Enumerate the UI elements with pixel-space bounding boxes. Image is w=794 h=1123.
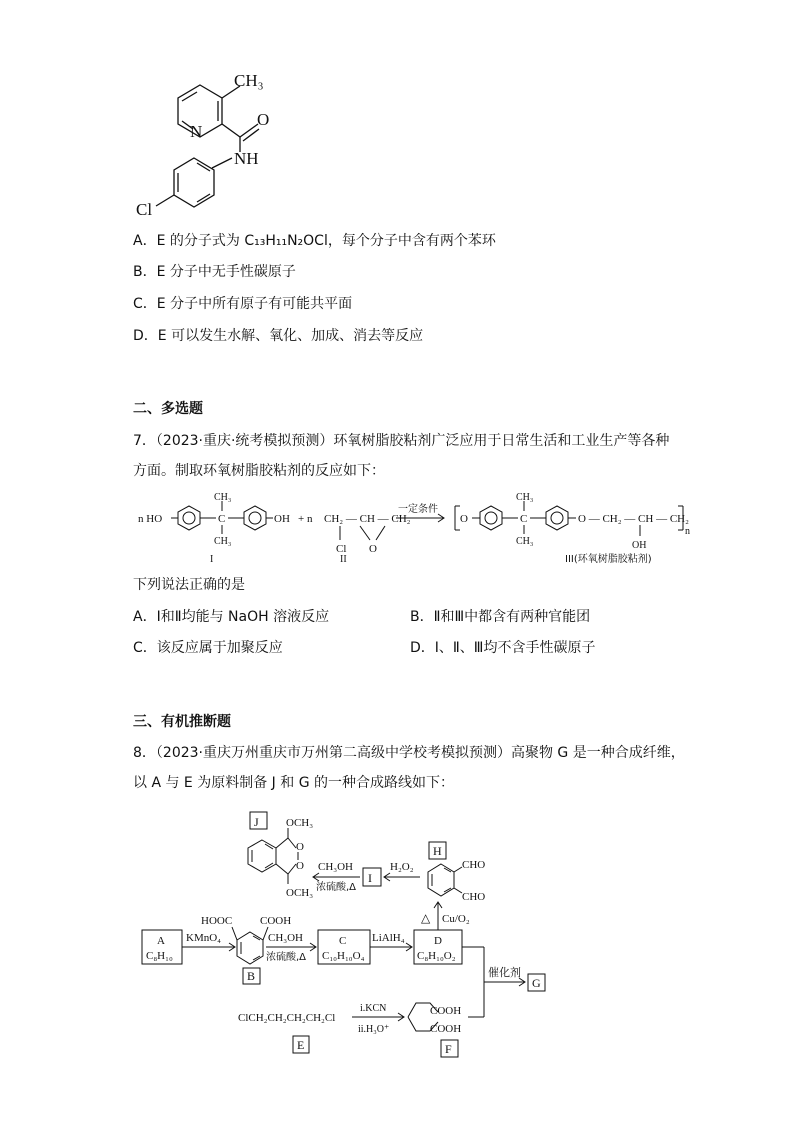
q7-label-ii: II bbox=[340, 554, 347, 565]
b-hooc: HOOC bbox=[201, 915, 233, 927]
section-2-heading: 二、多选题 bbox=[133, 401, 203, 417]
d-formula: C₈H₁₀O₂ bbox=[417, 950, 456, 962]
q8-stem-line-2: 以 A 与 E 为原料制备 J 和 G 的一种合成路线如下： bbox=[133, 775, 455, 791]
q6-option-a: A．E 的分子式为 C₁₃H₁₁N₂OCl，每个分子中含有两个苯环 bbox=[133, 233, 496, 249]
ch3oh-reagent-1: CH₃OH bbox=[318, 861, 354, 873]
label-i: I bbox=[368, 871, 372, 885]
carbonyl-o-label: O bbox=[257, 110, 270, 129]
e-formula: ClCH₂CH₂CH₂CH₂Cl bbox=[238, 1012, 336, 1024]
q6-option-c: C．E 分子中所有原子有可能共平面 bbox=[133, 296, 353, 312]
q7-subscript-n: n bbox=[685, 526, 690, 537]
q8-stem-line-1: 8．（2023·重庆万州重庆市万州第二高级中学校考模拟预测）高聚物 G 是一种合成纤维， bbox=[133, 745, 685, 761]
h2o2-reagent: H₂O₂ bbox=[390, 861, 414, 873]
q6-option-b: B．E 分子中无手性碳原子 bbox=[133, 264, 296, 280]
q7-stem-line-2: 方面。制取环氧树脂胶粘剂的反应如下： bbox=[133, 463, 385, 479]
conc-h2so4-2: 浓硫酸,Δ bbox=[266, 952, 307, 963]
label-a: A bbox=[157, 935, 165, 947]
label-e: E bbox=[297, 1038, 305, 1052]
heat-symbol: △ bbox=[421, 911, 431, 925]
q7-product-chain: O — CH₂ — CH — CH₂ bbox=[578, 513, 689, 525]
q7-option-c: C．该反应属于加聚反应 bbox=[133, 640, 283, 656]
amide-nh-label: NH bbox=[234, 149, 259, 168]
q7-label-iii: III(环氧树脂胶粘剂) bbox=[565, 554, 652, 565]
h-cho-2: CHO bbox=[462, 891, 486, 903]
a-formula: C₈H₁₀ bbox=[146, 950, 173, 962]
j-o1: O bbox=[296, 841, 304, 853]
q7-product-c: C bbox=[520, 513, 528, 525]
catalyst-label: 催化剂 bbox=[488, 966, 521, 979]
h-cho-1: CHO bbox=[462, 859, 486, 871]
q7-cl: Cl bbox=[336, 543, 347, 555]
q7-central-c: C bbox=[218, 513, 226, 525]
kmno4-reagent: KMnO₄ bbox=[186, 932, 222, 944]
label-c: C bbox=[339, 935, 347, 947]
ch3oh-reagent-2: CH₃OH bbox=[268, 932, 304, 944]
q7-option-a: A．Ⅰ和Ⅱ均能与 NaOH 溶液反应 bbox=[133, 609, 330, 625]
q7-ch3-bottom: CH₃ bbox=[214, 536, 232, 547]
q6-option-d: D．E 可以发生水解、氧化、加成、消去等反应 bbox=[133, 328, 424, 344]
c-formula: C₁₀H₁₀O₄ bbox=[322, 950, 365, 962]
label-b: B bbox=[247, 969, 256, 983]
q7-condition: 一定条件 bbox=[398, 504, 438, 515]
q8-synthesis-scheme bbox=[0, 800, 794, 1060]
cu-o2-reagent: Cu/O₂ bbox=[442, 913, 470, 925]
q7-product-o: O bbox=[460, 513, 468, 525]
q7-plus-n: + n bbox=[298, 513, 313, 525]
label-h: H bbox=[433, 844, 442, 858]
q7-option-d: D．Ⅰ、Ⅱ、Ⅲ均不含手性碳原子 bbox=[410, 640, 596, 656]
q7-reaction-scheme bbox=[0, 488, 794, 578]
label-j: J bbox=[254, 815, 259, 829]
q7-n-ho: n HO bbox=[138, 513, 163, 525]
j-och3-top: OCH₃ bbox=[286, 817, 314, 829]
q7-option-b: B．Ⅱ和Ⅲ中都含有两种官能团 bbox=[410, 609, 591, 625]
q7-ch3-top: CH₃ bbox=[214, 492, 232, 503]
f-cooh-1: COOH bbox=[430, 1005, 462, 1017]
j-och3-bottom: OCH₃ bbox=[286, 887, 314, 899]
lialh4-reagent: LiAlH₄ bbox=[372, 932, 405, 944]
f-cooh-2: COOH bbox=[430, 1023, 462, 1035]
conc-h2so4-1: 浓硫酸,Δ bbox=[316, 882, 357, 893]
label-d: D bbox=[434, 935, 442, 947]
label-f: F bbox=[445, 1042, 452, 1056]
q7-label-i: I bbox=[210, 554, 214, 565]
q7-oh: OH bbox=[274, 513, 290, 525]
molecule-e-structure bbox=[0, 0, 300, 230]
q7-product-ch3-bottom: CH₃ bbox=[516, 536, 534, 547]
q7-product-oh: OH bbox=[632, 540, 647, 551]
j-o2: O bbox=[296, 860, 304, 872]
section-3-heading: 三、有机推断题 bbox=[133, 714, 231, 730]
b-cooh: COOH bbox=[260, 915, 292, 927]
kcn-reagent: i.KCN bbox=[360, 1003, 387, 1014]
pyridine-n-label: N bbox=[190, 122, 203, 141]
h3o-reagent: ii.H₃O⁺ bbox=[358, 1024, 390, 1035]
q7-product-ch3-top: CH₃ bbox=[516, 492, 534, 503]
q7-stem-line-1: 7．（2023·重庆·统考模拟预测）环氧树脂胶粘剂广泛应用于日常生活和工业生产等各种 bbox=[133, 433, 670, 449]
label-g: G bbox=[532, 976, 541, 990]
chloro-label: Cl bbox=[136, 200, 153, 219]
methyl-label: CH₃ bbox=[234, 71, 264, 90]
q7-monomer-ii: CH₂ — CH — CH₂ bbox=[324, 513, 411, 525]
q7-prompt: 下列说法正确的是 bbox=[133, 577, 245, 593]
q7-epoxide-o: O bbox=[369, 543, 377, 555]
